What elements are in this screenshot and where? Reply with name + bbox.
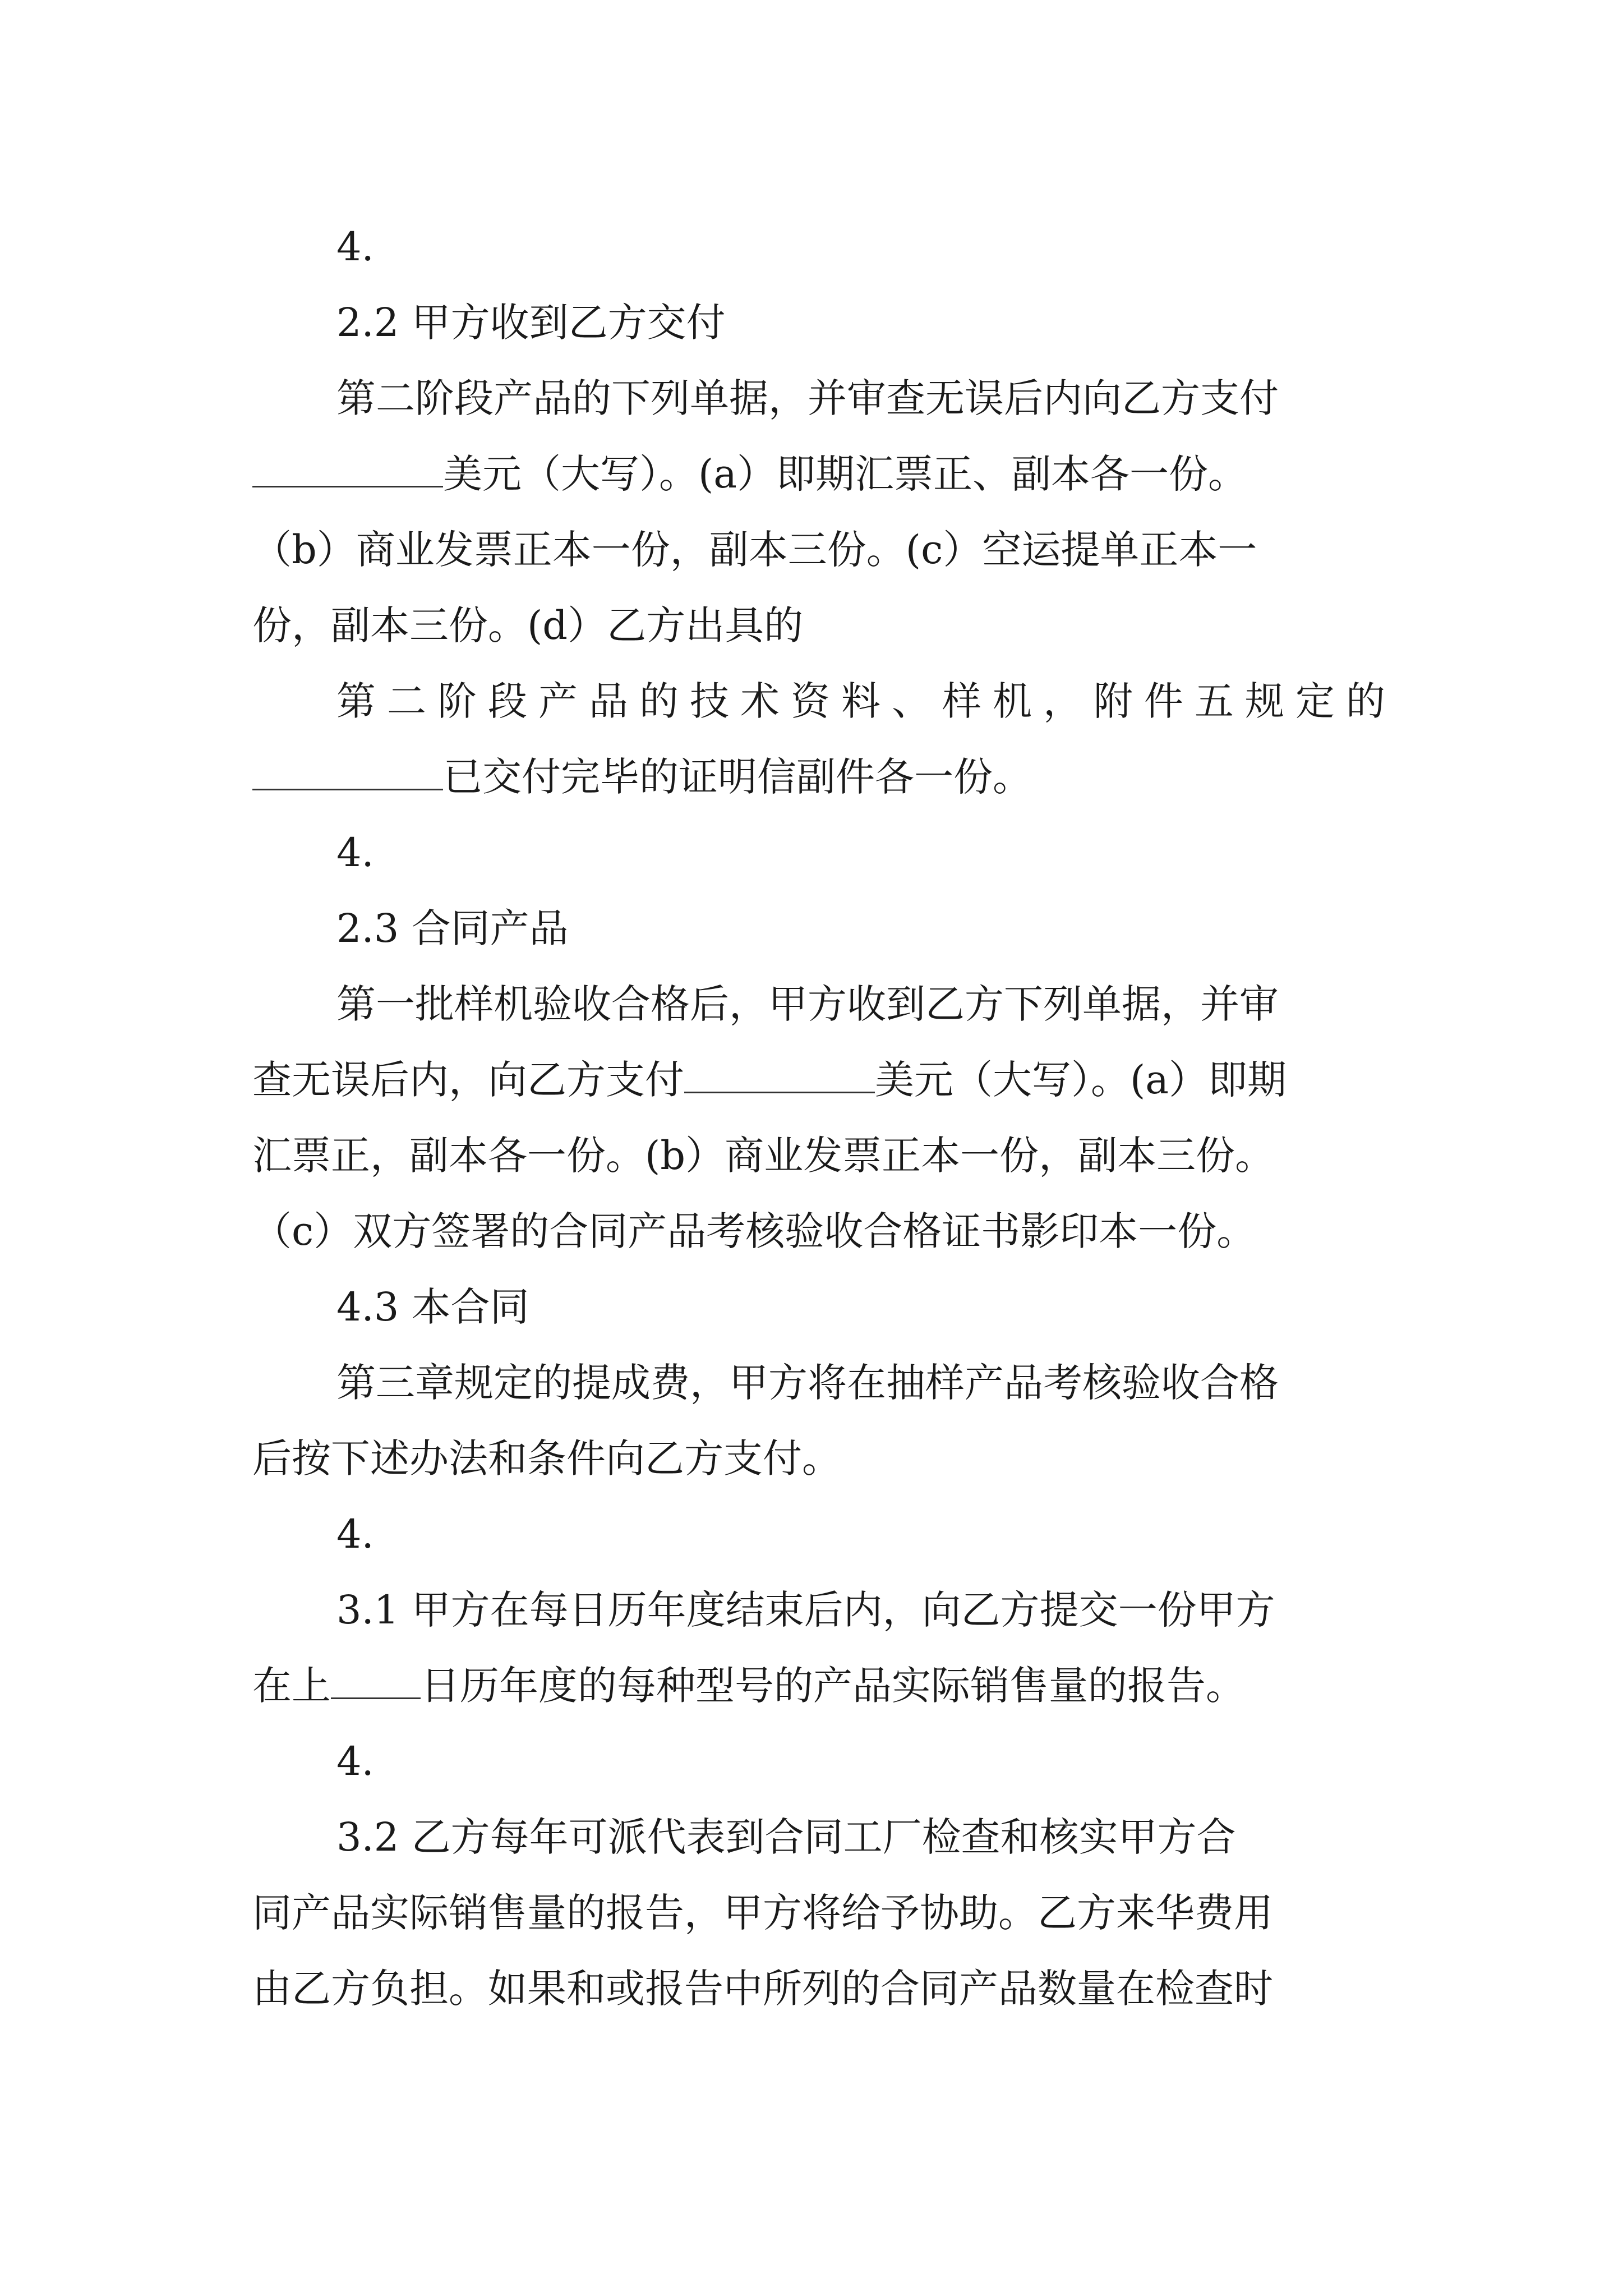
paragraph-line: 3.1 甲方在每日历年度结束后内，向乙方提交一份甲方: [336, 1587, 1275, 1633]
paragraph-line: 第三章规定的提成费，甲方将在抽样产品考核验收合格: [336, 1360, 1279, 1406]
blank-field: [331, 1663, 421, 1699]
blank-field: [252, 754, 443, 790]
paragraph-line: 第二阶段产品的下列单据，并审查无误后内向乙方支付: [336, 375, 1279, 421]
blank-field: [684, 1057, 875, 1093]
paragraph-line: 已交付完毕的证明信副件各一份。: [252, 749, 1385, 805]
paragraph-line: 第二阶段产品的技术资料、样机，附件五规定的: [336, 678, 1385, 724]
section-number: 4.: [336, 1511, 374, 1557]
section-number: 4.: [336, 830, 374, 876]
section-number: 4.: [336, 224, 374, 270]
paragraph-line: 同产品实际销售量的报告，甲方将给予协助。乙方来华费用: [252, 1890, 1273, 1936]
section-number: 4.: [336, 1738, 374, 1784]
clause-heading: 2.3 合同产品: [336, 905, 569, 951]
paragraph-line: 在上 日历年度的每种型号的产品实际销售量的报告。: [252, 1663, 1245, 1709]
blank-field: [252, 451, 443, 487]
paragraph-line: 3.2 乙方每年可派代表到合同工厂检查和核实甲方合: [336, 1814, 1236, 1860]
paragraph-line: 份，副本三份。(d）乙方出具的: [252, 602, 804, 648]
paragraph-line: 查无误后内，向乙方支付 美元（大写）。(a）即期: [252, 1057, 1287, 1103]
paragraph-line: 第一批样机验收合格后，甲方收到乙方下列单据，并审: [336, 981, 1279, 1027]
paragraph-line: （c）双方签署的合同产品考核验收合格证书影印本一份。: [252, 1208, 1256, 1254]
clause-heading: 2.2 甲方收到乙方交付: [336, 300, 726, 346]
clause-heading: 4.3 本合同: [336, 1284, 529, 1330]
paragraph-line: 由乙方负担。如果和或报告中所列的合同产品数量在检查时: [252, 1966, 1273, 2012]
paragraph-line: （b）商业发票正本一份，副本三份。(c）空运提单正本一: [252, 527, 1257, 573]
paragraph-line: 美元（大写）。(a）即期汇票正、副本各一份。: [252, 446, 1385, 502]
paragraph-line: 后按下述办法和条件向乙方支付。: [252, 1435, 841, 1481]
paragraph-line: 汇票正，副本各一份。(b）商业发票正本一份，副本三份。: [252, 1133, 1275, 1179]
